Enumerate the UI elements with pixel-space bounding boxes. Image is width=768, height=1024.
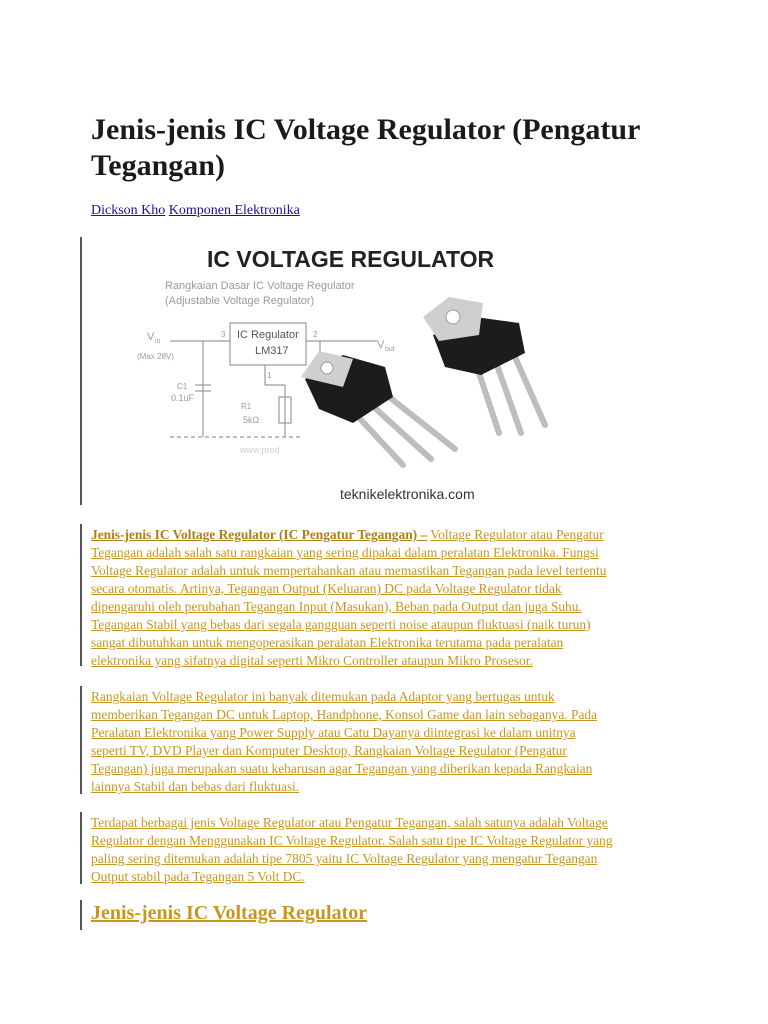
lead-text: Jenis-jenis IC Voltage Regulator (IC Pengatur Tegangan) – bbox=[91, 527, 428, 542]
faint-url: www.prod bbox=[240, 445, 280, 455]
vin-label: V bbox=[147, 331, 155, 343]
paragraph-line: Terdapat berbagai jenis Voltage Regulator atau Pengatur Tegangan, salah satunya adalah Voltage bbox=[91, 815, 608, 830]
paragraph-line: Peralatan Elektronika yang Power Supply atau Catu Dayanya diintegrasi ke dalam unitnya bbox=[91, 725, 576, 740]
paragraph-line: sangat dibutuhkan untuk mengoperasikan peralatan Elektronika terutama pada peralatan bbox=[91, 635, 564, 650]
p2-rule bbox=[80, 686, 82, 794]
hero-image bbox=[115, 237, 615, 505]
paragraph-intro[interactable] bbox=[91, 526, 686, 670]
cap-label: C1 bbox=[177, 382, 188, 391]
ic-part: LM317 bbox=[255, 345, 289, 357]
paragraph-types[interactable] bbox=[91, 814, 686, 886]
paragraph-line: lainnya Stabil dan bebas dari fluktuasi. bbox=[91, 779, 300, 794]
hero-caption-2: (Adjustable Voltage Regulator) bbox=[165, 295, 315, 307]
byline bbox=[91, 202, 300, 220]
vout-sub: out bbox=[385, 346, 395, 353]
author-link[interactable]: Dickson Kho bbox=[91, 203, 166, 218]
paragraph-line: elektronika yang sifatnya digital seperti Mikro Controller ataupun Mikro Prosesor. bbox=[91, 653, 533, 668]
paragraph-line: dipengaruhi oleh perubahan Tegangan Input (Masukan), Beban pada Output dan juga Suhu. bbox=[91, 599, 582, 614]
category-link[interactable]: Komponen Elektronika bbox=[168, 203, 300, 218]
res-value: 5kΩ bbox=[243, 415, 260, 425]
paragraph-line: Voltage Regulator adalah untuk mempertahankan atau memastikan Tegangan pada level tertentu bbox=[91, 563, 607, 578]
paragraph-line: Voltage Regulator atau Pengatur bbox=[430, 527, 604, 542]
hero-left-rule bbox=[80, 237, 82, 505]
p3-rule bbox=[80, 812, 82, 884]
pin-2: 2 bbox=[313, 330, 318, 339]
paragraph-line: secara otomatis. Artinya, Tegangan Output (Keluaran) DC pada Voltage Regulator tidak bbox=[91, 581, 562, 596]
pin-1: 1 bbox=[267, 371, 272, 380]
paragraph-line: Tegangan Stabil yang bebas dari segala gangguan seperti noise ataupun fluktuasi (naik turun) bbox=[91, 617, 591, 632]
paragraph-line: Regulator dengan Menggunakan IC Voltage Regulator. Salah satu tipe IC Voltage Regulator yang bbox=[91, 833, 613, 848]
vin-sub: in bbox=[155, 338, 161, 345]
vin-note: (Max 28V) bbox=[137, 352, 174, 361]
pin-3: 3 bbox=[221, 330, 226, 339]
res-label: R1 bbox=[241, 402, 252, 411]
paragraph-line: Tegangan adalah salah satu rangkaian yang sering dipakai dalam peralatan Elektronika. Fungsi bbox=[91, 545, 599, 560]
hero-heading: IC VOLTAGE REGULATOR bbox=[207, 246, 495, 272]
ic-name: IC Regulator bbox=[237, 329, 299, 341]
paragraph-line: paling sering ditemukan adalah tipe 7805 yaitu IC Voltage Regulator yang mengatur Tegangan bbox=[91, 851, 598, 866]
paragraph-line: Tegangan) juga merupakan suatu keharusan agar Tegangan yang diberikan kepada Rangkaian bbox=[91, 761, 593, 776]
paragraph-usage[interactable] bbox=[91, 688, 686, 796]
paragraph-line: Output stabil pada Tegangan 5 Volt DC. bbox=[91, 869, 305, 884]
cap-value: 0.1uF bbox=[171, 393, 195, 403]
vout-label: V bbox=[377, 339, 385, 351]
hero-caption-1: Rangkaian Dasar IC Voltage Regulator bbox=[165, 280, 355, 292]
subheading-rule bbox=[80, 900, 82, 930]
p1-rule bbox=[80, 524, 82, 666]
paragraph-line: memberikan Tegangan DC untuk Laptop, Handphone, Konsol Game dan lain sebaganya. Pada bbox=[91, 707, 598, 722]
article-title: Jenis-jenis IC Voltage Regulator (Pengatur Tegangan) bbox=[91, 113, 640, 182]
section-subheading[interactable]: Jenis-jenis IC Voltage Regulator bbox=[91, 902, 368, 924]
paragraph-line: Rangkaian Voltage Regulator ini banyak ditemukan pada Adaptor yang bertugas untuk bbox=[91, 689, 555, 704]
watermark: teknikelektronika.com bbox=[340, 486, 475, 502]
paragraph-line: seperti TV, DVD Player dan Komputer Desktop, Rangkaian Voltage Regulator (Pengatur bbox=[91, 743, 567, 758]
